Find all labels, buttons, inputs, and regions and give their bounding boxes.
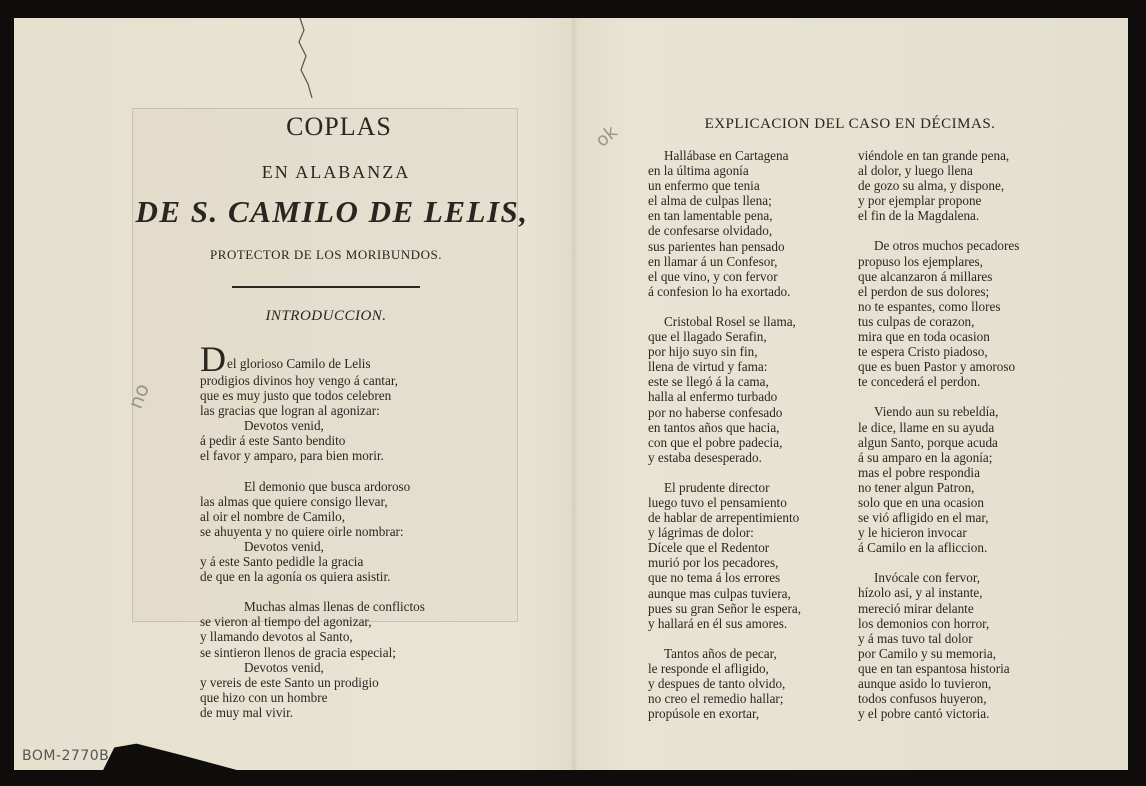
- verse-line: este se llegó á la cama,: [648, 374, 769, 390]
- verse-line: te concederá el perdon.: [858, 374, 981, 390]
- verse-line: algun Santo, porque acuda: [858, 434, 998, 450]
- verse-line: solo que en una ocasion: [858, 494, 984, 510]
- verse-line: mereció mirar delante: [858, 600, 974, 616]
- verse-line: te espera Cristo piadoso,: [858, 344, 988, 360]
- verse-line: el favor y amparo, para bien morir.: [200, 448, 384, 464]
- verse-line: se ahuyenta y no quiere oirle nombrar:: [200, 523, 404, 539]
- verse-line: que hizo con un hombre: [200, 689, 328, 705]
- verse-line: á su amparo en la agonía;: [858, 449, 993, 465]
- left-subtitle: EN ALABANZA: [261, 162, 411, 182]
- verse-line: al oir el nombre de Camilo,: [200, 508, 346, 524]
- verse-line: los demonios con horror,: [858, 615, 990, 631]
- verse-line: se sintieron llenos de gracia especial;: [200, 644, 396, 660]
- verse-line: que no tema á los errores: [648, 570, 781, 586]
- verse-line: de muy mal vivir.: [200, 704, 294, 720]
- verse-line: Viendo aun su rebeldía,: [874, 404, 999, 420]
- pencil-annotation-right: ok: [591, 121, 622, 152]
- right-column-1: [648, 148, 801, 736]
- verse-line: propúsole en exortar,: [648, 706, 760, 722]
- left-stanza-3: [200, 599, 425, 720]
- verse-line: hízolo asi, y al instante,: [858, 585, 983, 601]
- drop-cap: D: [200, 339, 226, 379]
- paper-tear: [290, 18, 320, 98]
- verse-line: no te espantes, como llores: [858, 298, 1001, 314]
- verse-line: tus culpas de corazon,: [858, 313, 975, 329]
- protector-line: PROTECTOR DE LOS MORIBUNDOS.: [210, 247, 442, 262]
- verse-line: y por ejemplar propone: [858, 193, 982, 209]
- refrain-line: Devotos venid,: [244, 538, 324, 554]
- right-column-2: [858, 148, 1019, 736]
- verse-line: en tan lamentable pena,: [648, 208, 773, 224]
- decima-stanza: [648, 646, 801, 721]
- verse-line: y á este Santo pedidle la gracia: [200, 554, 364, 570]
- verse-line: prodigios divinos hoy vengo á cantar,: [200, 373, 398, 388]
- verse-line: y le hicieron invocar: [858, 525, 967, 541]
- left-stanza-1: [200, 339, 425, 464]
- decima-stanza: [858, 404, 1019, 555]
- verse-line: y vereis de este Santo un prodigio: [200, 674, 379, 690]
- verse-line: todos confusos huyeron,: [858, 691, 987, 707]
- left-stanza-2: [200, 479, 425, 585]
- decima-stanza: [648, 314, 801, 465]
- right-heading: EXPLICACION DEL CASO EN DÉCIMAS.: [704, 116, 996, 132]
- verse-line: y estaba desesperado.: [648, 449, 762, 465]
- verse-line: de gozo su alma, y dispone,: [858, 178, 1005, 194]
- verse-line: pues su gran Señor le espera,: [648, 600, 802, 616]
- verse-line: De otros muchos pecadores: [874, 238, 1020, 254]
- verse-line: por no haberse confesado: [648, 404, 783, 420]
- verse-line: y despues de tanto olvido,: [648, 676, 786, 691]
- verse-line: á confesion lo ha exortado.: [648, 283, 791, 299]
- pencil-annotation-left: no: [122, 380, 154, 412]
- verse-line: al dolor, y luego llena: [858, 163, 973, 179]
- verse-line: aunque asido lo tuvieron,: [858, 676, 992, 691]
- verse-line: El demonio que busca ardoroso: [244, 478, 411, 494]
- verse-line: por hijo suyo sin fin,: [648, 344, 758, 360]
- verse-line: propuso los ejemplares,: [858, 253, 983, 269]
- verse-line: en la última agonía: [648, 163, 749, 179]
- verse-line: le dice, llame en su ayuda: [858, 419, 995, 435]
- left-verses: [200, 339, 425, 735]
- verse-line: que alcanzaron á millares: [858, 268, 993, 284]
- verse-line: el que vino, y con fervor: [648, 268, 778, 284]
- catalog-stamp: BOM-2770B: [22, 748, 110, 764]
- verse-line: el perdon de sus dolores;: [858, 283, 990, 299]
- title-rule: [232, 286, 420, 288]
- verse-line: llena de virtud y fama:: [648, 359, 768, 375]
- left-title: COPLAS: [286, 112, 392, 141]
- decima-stanza: [858, 570, 1019, 721]
- verse-line: Dícele que el Redentor: [648, 540, 770, 556]
- verse-line: y el pobre cantó victoria.: [858, 706, 990, 722]
- verse-line: á Camilo en la afliccion.: [858, 540, 988, 556]
- verse-line: Tantos años de pecar,: [664, 645, 777, 661]
- verse-line: mas el pobre respondia: [858, 464, 980, 480]
- verse-line: las almas que quiere consigo llevar,: [200, 493, 388, 509]
- verse-line: de que en la agonía os quiera asistir.: [200, 569, 391, 585]
- verse-line: le responde el afligido,: [648, 660, 769, 676]
- verse-line: y llamando devotos al Santo,: [200, 629, 353, 645]
- verse-line: en llamar á un Confesor,: [648, 253, 778, 269]
- refrain-line: Devotos venid,: [244, 418, 324, 434]
- verse-line: y á mas tuvo tal dolor: [858, 630, 973, 646]
- verse-line: el fin de la Magdalena.: [858, 208, 980, 224]
- decima-stanza: [648, 148, 801, 299]
- verse-line: Cristobal Rosel se llama,: [664, 313, 796, 329]
- verse-line: con que el pobre padecia,: [648, 434, 783, 450]
- verse-line: sus parientes han pensado: [648, 238, 785, 254]
- verse-line: no tener algun Patron,: [858, 479, 975, 495]
- verse-line: á pedir á este Santo bendito: [200, 433, 346, 449]
- verse-line: no creo el remedio hallar;: [648, 691, 784, 707]
- verse-line: un enfermo que tenia: [648, 178, 760, 194]
- verse-line: D el glorioso Camilo de Lelis: [200, 339, 371, 379]
- verse-line: viéndole en tan grande pena,: [858, 148, 1010, 163]
- verse-line: que es muy justo que todos celebren: [200, 388, 392, 404]
- verse-line: que es buen Pastor y amoroso: [858, 359, 1016, 375]
- verse-line: que en tan espantosa historia: [858, 660, 1010, 676]
- verse-line: y hallará en él sus amores.: [648, 615, 788, 631]
- verse-line: murió por los pecadores,: [648, 555, 779, 571]
- verse-line: Invócale con fervor,: [874, 570, 981, 586]
- verse-line: halla al enfermo turbado: [648, 389, 778, 405]
- decima-stanza: [858, 238, 1019, 389]
- verse-line: el alma de culpas llena;: [648, 193, 772, 209]
- verse-line: mira que en toda ocasion: [858, 329, 990, 345]
- saint-name: DE S. CAMILO DE LELIS,: [135, 194, 529, 229]
- verse-line: Hallábase en Cartagena: [664, 148, 789, 163]
- verse-line: en tantos años que hacia,: [648, 419, 780, 435]
- verse-line: El prudente director: [664, 479, 770, 495]
- verse-line: Muchas almas llenas de conflictos: [244, 599, 425, 615]
- verse-line: aunque mas culpas tuviera,: [648, 585, 791, 601]
- verse-line: de hablar de arrepentimiento: [648, 510, 800, 526]
- verse-line: que el llagado Serafin,: [648, 329, 767, 345]
- decima-stanza: [858, 148, 1019, 223]
- refrain-line: Devotos venid,: [244, 659, 324, 675]
- verse-line: se vieron al tiempo del agonizar,: [200, 614, 372, 630]
- verse-line: se vió afligido en el mar,: [858, 510, 989, 526]
- verse-line: luego tuvo el pensamiento: [648, 494, 787, 510]
- intro-heading: INTRODUCCION.: [265, 308, 387, 324]
- verse-line: y lágrimas de dolor:: [648, 525, 754, 541]
- verse-line: de confesarse olvidado,: [648, 223, 773, 239]
- decima-stanza: [648, 480, 801, 631]
- center-fold: [570, 18, 578, 770]
- verse-line: las gracias que logran al agonizar:: [200, 403, 380, 419]
- verse-line: por Camilo y su memoria,: [858, 645, 997, 661]
